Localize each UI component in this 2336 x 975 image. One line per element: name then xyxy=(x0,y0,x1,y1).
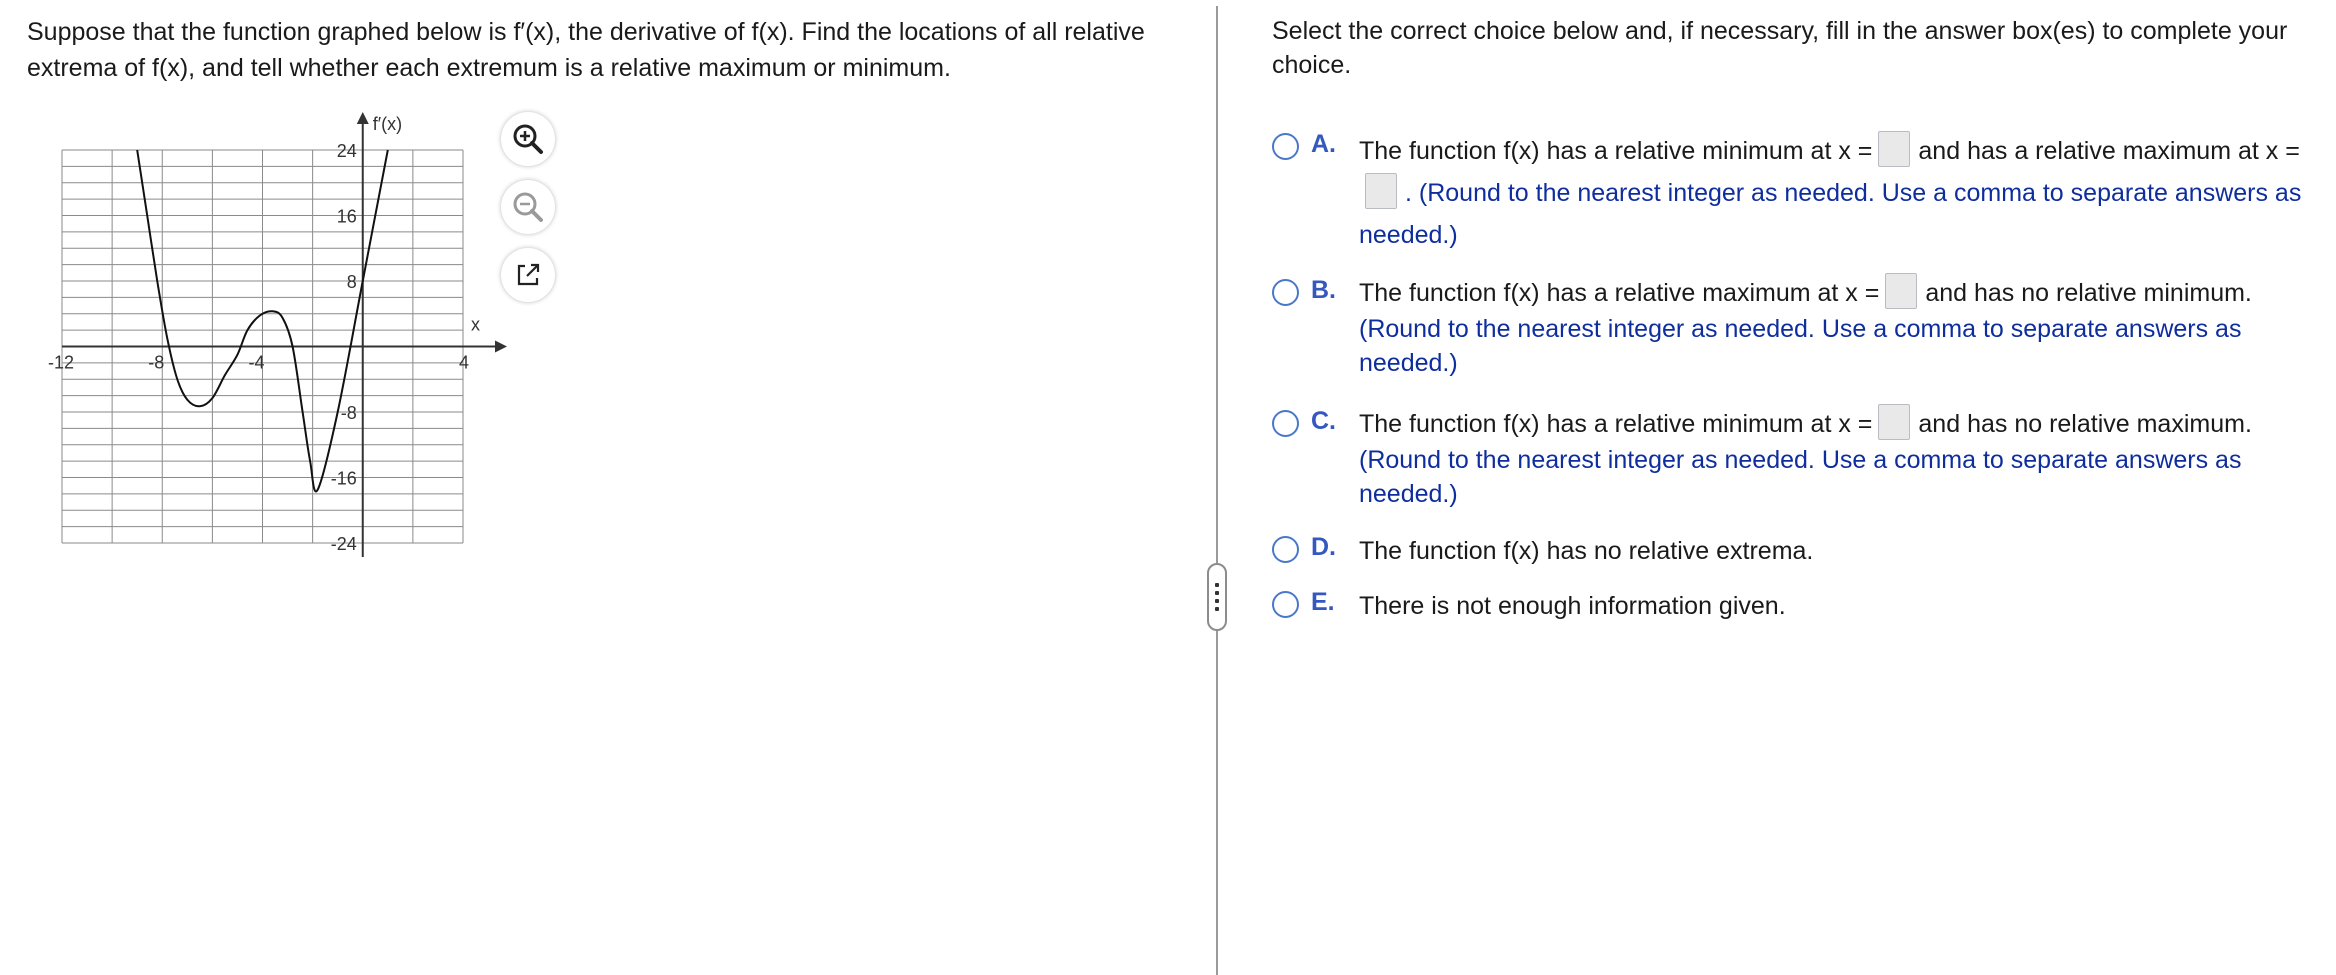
choice-a-radio[interactable] xyxy=(1272,133,1299,160)
choice-b-text-2: and has no relative minimum. xyxy=(1925,279,2252,307)
x-tick-label: -8 xyxy=(148,352,165,373)
choice-c-text-1: The function f(x) has a relative minimum at x = xyxy=(1359,410,1873,438)
choice-d-letter: D. xyxy=(1311,533,1336,561)
zoom-in-button[interactable] xyxy=(501,112,555,166)
y-axis-label: f′(x) xyxy=(372,114,403,134)
choice-a-answer-box-1[interactable] xyxy=(1878,131,1910,167)
question-text: Suppose that the function graphed below is f′(x), the derivative of f(x). Find the locations of all relative extrema of f(x), and tell whether each extremum is a relative maximum or minimum. xyxy=(27,18,1145,82)
choice-b-letter: B. xyxy=(1311,276,1336,304)
y-tick-label: 24 xyxy=(336,141,357,161)
y-tick-label: -24 xyxy=(330,534,357,554)
x-tick-label: -12 xyxy=(48,352,75,373)
x-tick-label: 4 xyxy=(459,352,470,373)
choice-a-answer-box-2[interactable] xyxy=(1365,173,1397,209)
choice-c-letter: C. xyxy=(1311,407,1336,435)
choice-e-text: There is not enough information given. xyxy=(1359,592,1786,620)
choice-c-answer-box[interactable] xyxy=(1878,404,1910,440)
choice-d-text: The function f(x) has no relative extrema. xyxy=(1359,537,1814,565)
y-axis xyxy=(357,112,402,557)
graph-container xyxy=(0,0,520,560)
magnifier-minus-icon xyxy=(510,189,546,225)
choice-b-text-1: The function f(x) has a relative maximum at x = xyxy=(1359,279,1880,307)
popout-icon xyxy=(512,259,544,291)
choice-c-radio[interactable] xyxy=(1272,410,1299,437)
y-tick-label: -16 xyxy=(330,468,357,489)
x-axis-label: x xyxy=(471,314,480,335)
choice-e-radio[interactable] xyxy=(1272,591,1299,618)
instruction-text: Select the correct choice below and, if necessary, fill in the answer box(es) to complete your choice. xyxy=(1272,17,2288,79)
choice-a-letter: A. xyxy=(1311,130,1336,158)
choice-e-letter: E. xyxy=(1311,588,1335,616)
choice-b-radio[interactable] xyxy=(1272,279,1299,306)
choice-c-note: (Round to the nearest integer as needed. Use a comma to separate answers as needed.) xyxy=(1359,446,2242,509)
y-tick-label: 16 xyxy=(336,206,357,227)
answer-pane xyxy=(1218,0,2336,971)
choice-c-text-2: and has no relative maximum. xyxy=(1918,410,2252,438)
y-axis-arrow xyxy=(357,112,369,124)
choice-c-text xyxy=(1359,407,2329,511)
choice-a-text-2: and has a relative maximum at x = xyxy=(1918,137,2300,165)
magnifier-plus-icon xyxy=(510,121,546,157)
y-tick-label: -8 xyxy=(340,403,357,423)
choice-d-radio[interactable] xyxy=(1272,536,1299,563)
choice-b-answer-box[interactable] xyxy=(1885,273,1917,309)
popout-button[interactable] xyxy=(501,248,555,302)
choice-a-text xyxy=(1359,130,2329,256)
y-tick-label: 8 xyxy=(346,272,357,292)
choice-b-text xyxy=(1359,276,2329,380)
choice-a-text-1: The function f(x) has a relative minimum at x = xyxy=(1359,137,1873,165)
choice-a-note: . (Round to the nearest integer as needed. Use a comma to separate answers as needed.) xyxy=(1359,179,2302,249)
x-axis-arrow xyxy=(495,341,507,353)
choice-b-note: (Round to the nearest integer as needed. Use a comma to separate answers as needed.) xyxy=(1359,315,2242,378)
zoom-out-button[interactable] xyxy=(501,180,555,234)
x-tick-label: -4 xyxy=(248,352,265,373)
derivative-graph xyxy=(0,0,520,560)
